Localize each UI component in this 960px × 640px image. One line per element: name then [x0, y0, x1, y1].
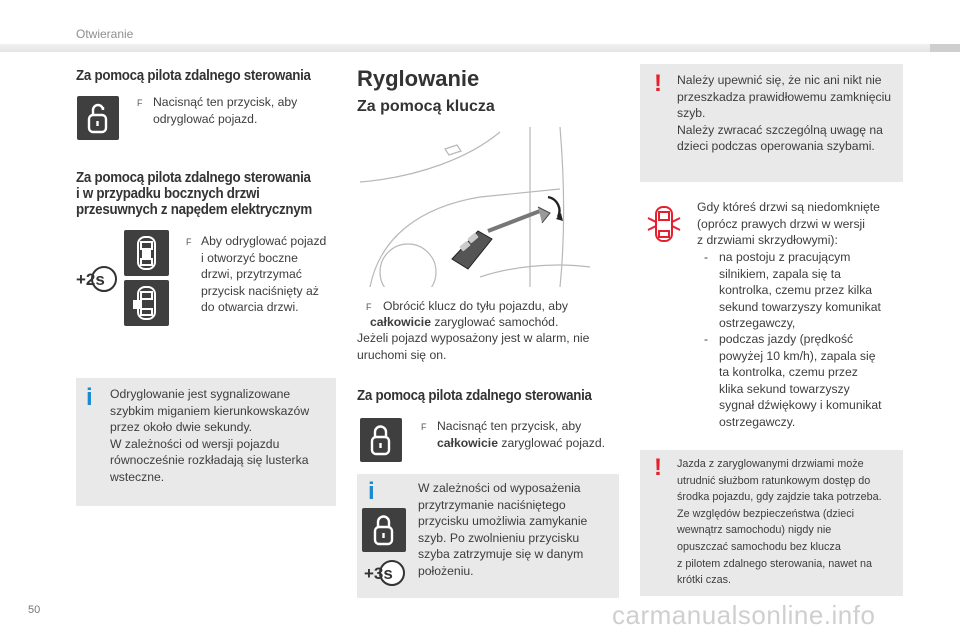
unlock-button-icon — [77, 96, 119, 140]
door-warning-item-1: na postoju z pracującym silnikiem, zapala się ta kontrolka, czemu przez kilka sekund towarzyszy komunikat ostrzegawczy, — [719, 250, 881, 330]
door-open-warning-light-icon — [646, 204, 682, 244]
timer-badge-2s — [74, 266, 120, 292]
car-key-illustration — [360, 127, 620, 287]
header-rule — [0, 44, 960, 52]
alarm-note: Jeżeli pojazd wyposażony jest w alarm, nie uruchomi się on. — [357, 331, 590, 362]
bullet-marker: F — [137, 98, 143, 108]
unlock-instruction: Nacisnąć ten przycisk, aby odryglować pojazd. — [153, 95, 298, 126]
key-lock-instruction: Obrócić klucz do tyłu pojazdu, aby — [383, 299, 568, 313]
heading-remote-sliding-doors: Za pomocą pilota zdalnego sterowania i w przypadku bocznych drzwi przesuwnych z napędem elektrycznym — [76, 170, 313, 218]
badge-2s-label: +2s — [76, 270, 105, 289]
heading-remote-lock: Za pomocą pilota zdalnego sterowania — [357, 388, 592, 404]
watermark: carmanualsonline.info — [612, 600, 876, 630]
warning-text-windows: Należy upewnić się, że nic ani nikt nie przeszkadza prawidłowemu zamknięciu szyb. Należy zwracać szczególną uwagę na dzieci podczas operowania szybami. — [677, 73, 892, 153]
info-icon: i — [86, 384, 93, 411]
lock-button-icon — [360, 418, 402, 462]
badge-3s-label: +3s — [364, 564, 393, 583]
section-label: Otwieranie — [76, 27, 134, 41]
page-number: 50 — [28, 604, 41, 616]
info-text-windows: W zależności od wyposażenia przytrzymanie naciśniętego przycisku umożliwia zamykanie szyb. Po zwolnieniu przycisku szyba zatrzymuje się w danym położeniu. — [418, 481, 588, 578]
warning-icon: ! — [654, 70, 662, 97]
window-lock-icon — [362, 508, 406, 552]
sliding-door-instruction: Aby odryglować pojazd i otworzyć boczne drzwi, przytrzymać przycisk naciśnięty aż do otwarcia drzwi. — [201, 234, 327, 314]
list-dash: - — [704, 332, 709, 346]
warning-icon: ! — [654, 454, 662, 481]
door-warning-intro: Gdy któreś drzwi są niedomknięte (oprócz prawych drzwi w wersji z drzwiami skrzydłowymi): — [697, 200, 880, 247]
warning-text-locked-driving: Jazda z zaryglowanymi drzwiami może utrudnić służbom ratunkowym dostęp do środka pojazdu, gdy zajdzie taka potrzeba. Ze względów bezpieczeństwa (dzieci wewnątrz samochodu) nigdy nie opuszczać samochodu bez klucza z pilotem zdalnego sterowania, nawet na krótki czas. — [677, 458, 882, 587]
heading-remote-unlock: Za pomocą pilota zdalnego sterowania — [76, 68, 311, 84]
bullet-marker: F — [421, 422, 427, 432]
info-icon: i — [368, 478, 375, 505]
bullet-marker: F — [186, 237, 192, 247]
sliding-door-icon-bottom — [124, 280, 169, 326]
header-rule-tab — [930, 44, 960, 52]
remote-lock-instruction: Nacisnąć ten przycisk, aby całkowicie zaryglować pojazd. — [437, 419, 606, 450]
key-lock-instruction-2: całkowicie zaryglować samochód. — [370, 315, 559, 329]
timer-badge-3s — [362, 560, 408, 586]
list-dash: - — [704, 250, 709, 264]
door-warning-item-2: podczas jazdy (prędkość powyżej 10 km/h), zapala się ta kontrolka, czemu przez klika sekund towarzyszy sygnał dźwiękowy i komunikat ostrzegawczy. — [719, 332, 882, 429]
page-title: Ryglowanie — [357, 66, 480, 91]
info-text-unlock: Odryglowanie jest sygnalizowane szybkim miganiem kierunkowskazów przez około dwie sekundy. W zależności od wersji pojazdu równocześnie rozkładają się lusterka wsteczne. — [110, 387, 310, 484]
subtitle-key: Za pomocą klucza — [357, 98, 495, 115]
sliding-door-icon-top — [124, 230, 169, 276]
bullet-marker: F — [366, 302, 372, 312]
